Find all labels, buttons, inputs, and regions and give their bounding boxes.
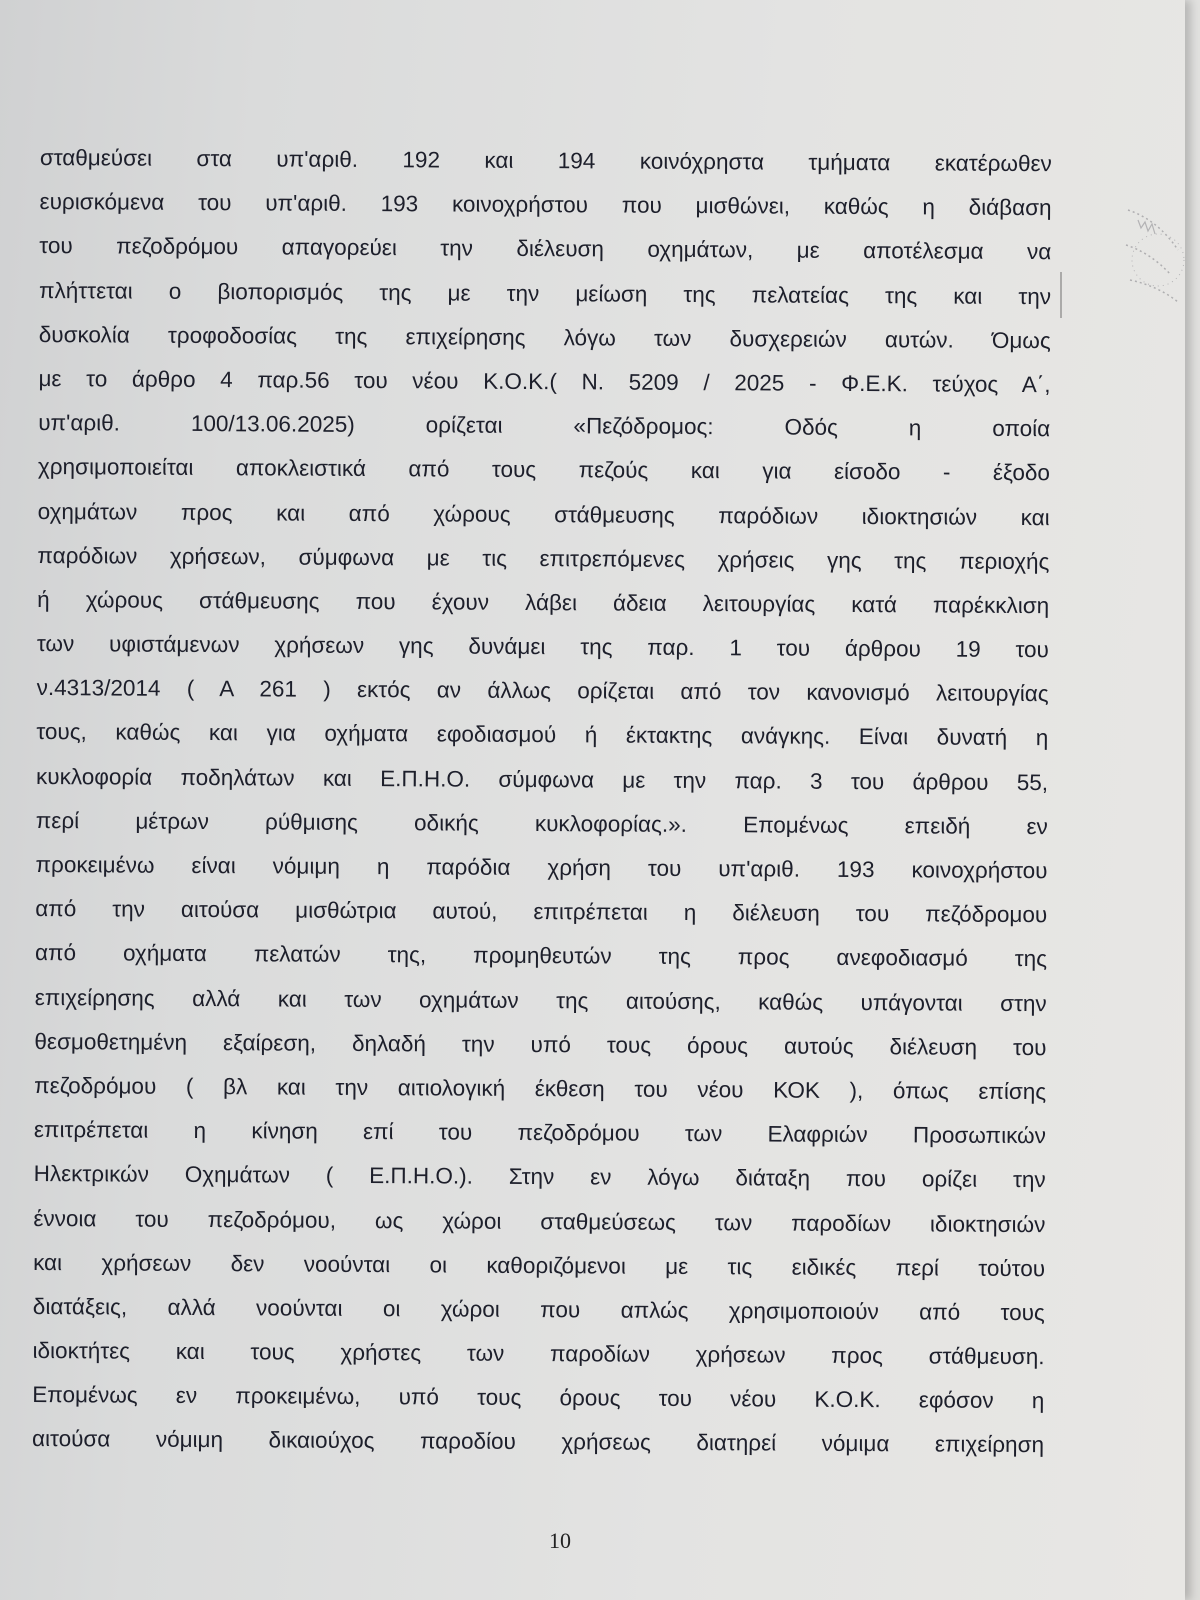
text-line: Ηλεκτρικών Οχημάτων ( Ε.Π.Η.Ο.). Στην εν λόγω διάταξη που ορίζει την	[33, 1161, 1046, 1193]
text-line: ή χώρους στάθμευσης που έχουν λάβει άδεια λειτουργίας κατά παρέκκλιση	[37, 586, 1050, 619]
stamp-mark-icon	[1118, 190, 1188, 340]
text-line: επιτρέπεται η κίνηση επί του πεζοδρόμου των Ελαφριών Προσωπικών	[33, 1117, 1046, 1149]
text-line: ιδιοκτήτες και τους χρήστες των παροδίων χρήσεων προς στάθμευση.	[32, 1338, 1045, 1370]
text-line: προκειμένω είναι νόμιμη η παρόδια χρήση του υπ'αριθ. 193 κοινοχρήστου	[35, 851, 1048, 884]
text-line: παρόδιων χρήσεων, σύμφωνα με τις επιτρεπόμενες χρήσεις γης της περιοχής	[37, 542, 1050, 574]
text-line: κυκλοφορία ποδηλάτων και Ε.Π.Η.Ο. σύμφωνα με την παρ. 3 του άρθρου 55,	[36, 763, 1049, 795]
text-line: διατάξεις, αλλά νοούνται οι χώροι που απλώς χρησιμοποιούν από τους	[32, 1293, 1045, 1326]
text-line: οχημάτων προς και από χώρους στάθμευσης παρόδιων ιδιοκτησιών και	[37, 498, 1050, 530]
text-line: επιχείρησης αλλά και των οχημάτων της αιτούσης, καθώς υπάγονται στην	[34, 984, 1047, 1016]
text-line: και χρήσεων δεν νοούνται οι καθοριζόμενοι με τις ειδικές περί τούτου	[33, 1249, 1046, 1281]
text-line: έννοια του πεζοδρόμου, ως χώροι σταθμεύσεως των παροδίων ιδιοκτησιών	[33, 1205, 1046, 1237]
text-line: περί μέτρων ρύθμισης οδικής κυκλοφορίας.». Επομένως επειδή εν	[35, 807, 1048, 839]
text-line: αιτούσα νόμιμη δικαιούχος παροδίου χρήσεως διατηρεί νόμιμα επιχείρηση	[31, 1426, 1045, 1458]
body-text	[32, 136, 1052, 1468]
text-line: από οχήματα πελατών της, προμηθευτών της προς ανεφοδιασμό της	[34, 940, 1048, 972]
text-line: από την αιτούσα μισθώτρια αυτού, επιτρέπεται η διέλευση του πεζόδρομου	[35, 896, 1048, 928]
text-line: ευρισκόμενα του υπ'αριθ. 193 κοινοχρήστου που μισθώνει, καθώς η διάβαση	[39, 189, 1052, 221]
text-line: θεσμοθετημένη εξαίρεση, δηλαδή την υπό τους όρους αυτούς διέλευση του	[34, 1028, 1047, 1060]
text-line: δυσκολία τροφοδοσίας της επιχείρησης λόγω των δυσχερειών αυτών. Όμως	[38, 321, 1051, 353]
text-line: σταθμεύσει στα υπ'αριθ. 192 και 194 κοινόχρηστα τμήματα εκατέρωθεν	[39, 144, 1052, 177]
text-line: τους, καθώς και για οχήματα εφοδιασμού ή έκτακτης ανάγκης. Είναι δυνατή η	[36, 719, 1049, 751]
text-line: των υφιστάμενων χρήσεων γης δυνάμει της παρ. 1 του άρθρου 19 του	[36, 631, 1049, 663]
text-line: ν.4313/2014 ( Α 261 ) εκτός αν άλλως ορίζεται από τον κανονισμό λειτουργίας	[36, 675, 1049, 707]
margin-mark	[1060, 272, 1062, 318]
text-line: υπ'αριθ. 100/13.06.2025) ορίζεται «Πεζόδρομος: Οδός η οποία	[38, 410, 1051, 442]
page-number: 10	[549, 1528, 571, 1553]
text-line: πεζοδρόμου ( βλ και την αιτιολογική έκθεση του νέου ΚΟΚ ), όπως επίσης	[34, 1072, 1047, 1105]
text-line: του πεζοδρόμου απαγορεύει την διέλευση οχημάτων, με αποτέλεσμα να	[39, 233, 1052, 265]
text-line: Επομένως εν προκειμένω, υπό τους όρους του νέου Κ.Ο.Κ. εφόσον η	[32, 1382, 1045, 1414]
text-line: χρησιμοποιείται αποκλειστικά από τους πεζούς και για είσοδο - έξοδο	[37, 454, 1051, 486]
text-line: με το άρθρο 4 παρ.56 του νέου Κ.Ο.Κ.( Ν. 5209 / 2025 - Φ.Ε.Κ. τεύχος Α΄,	[38, 365, 1051, 398]
text-line: πλήττεται ο βιοπορισμός της με την μείωση της πελατείας της και την	[38, 277, 1052, 309]
